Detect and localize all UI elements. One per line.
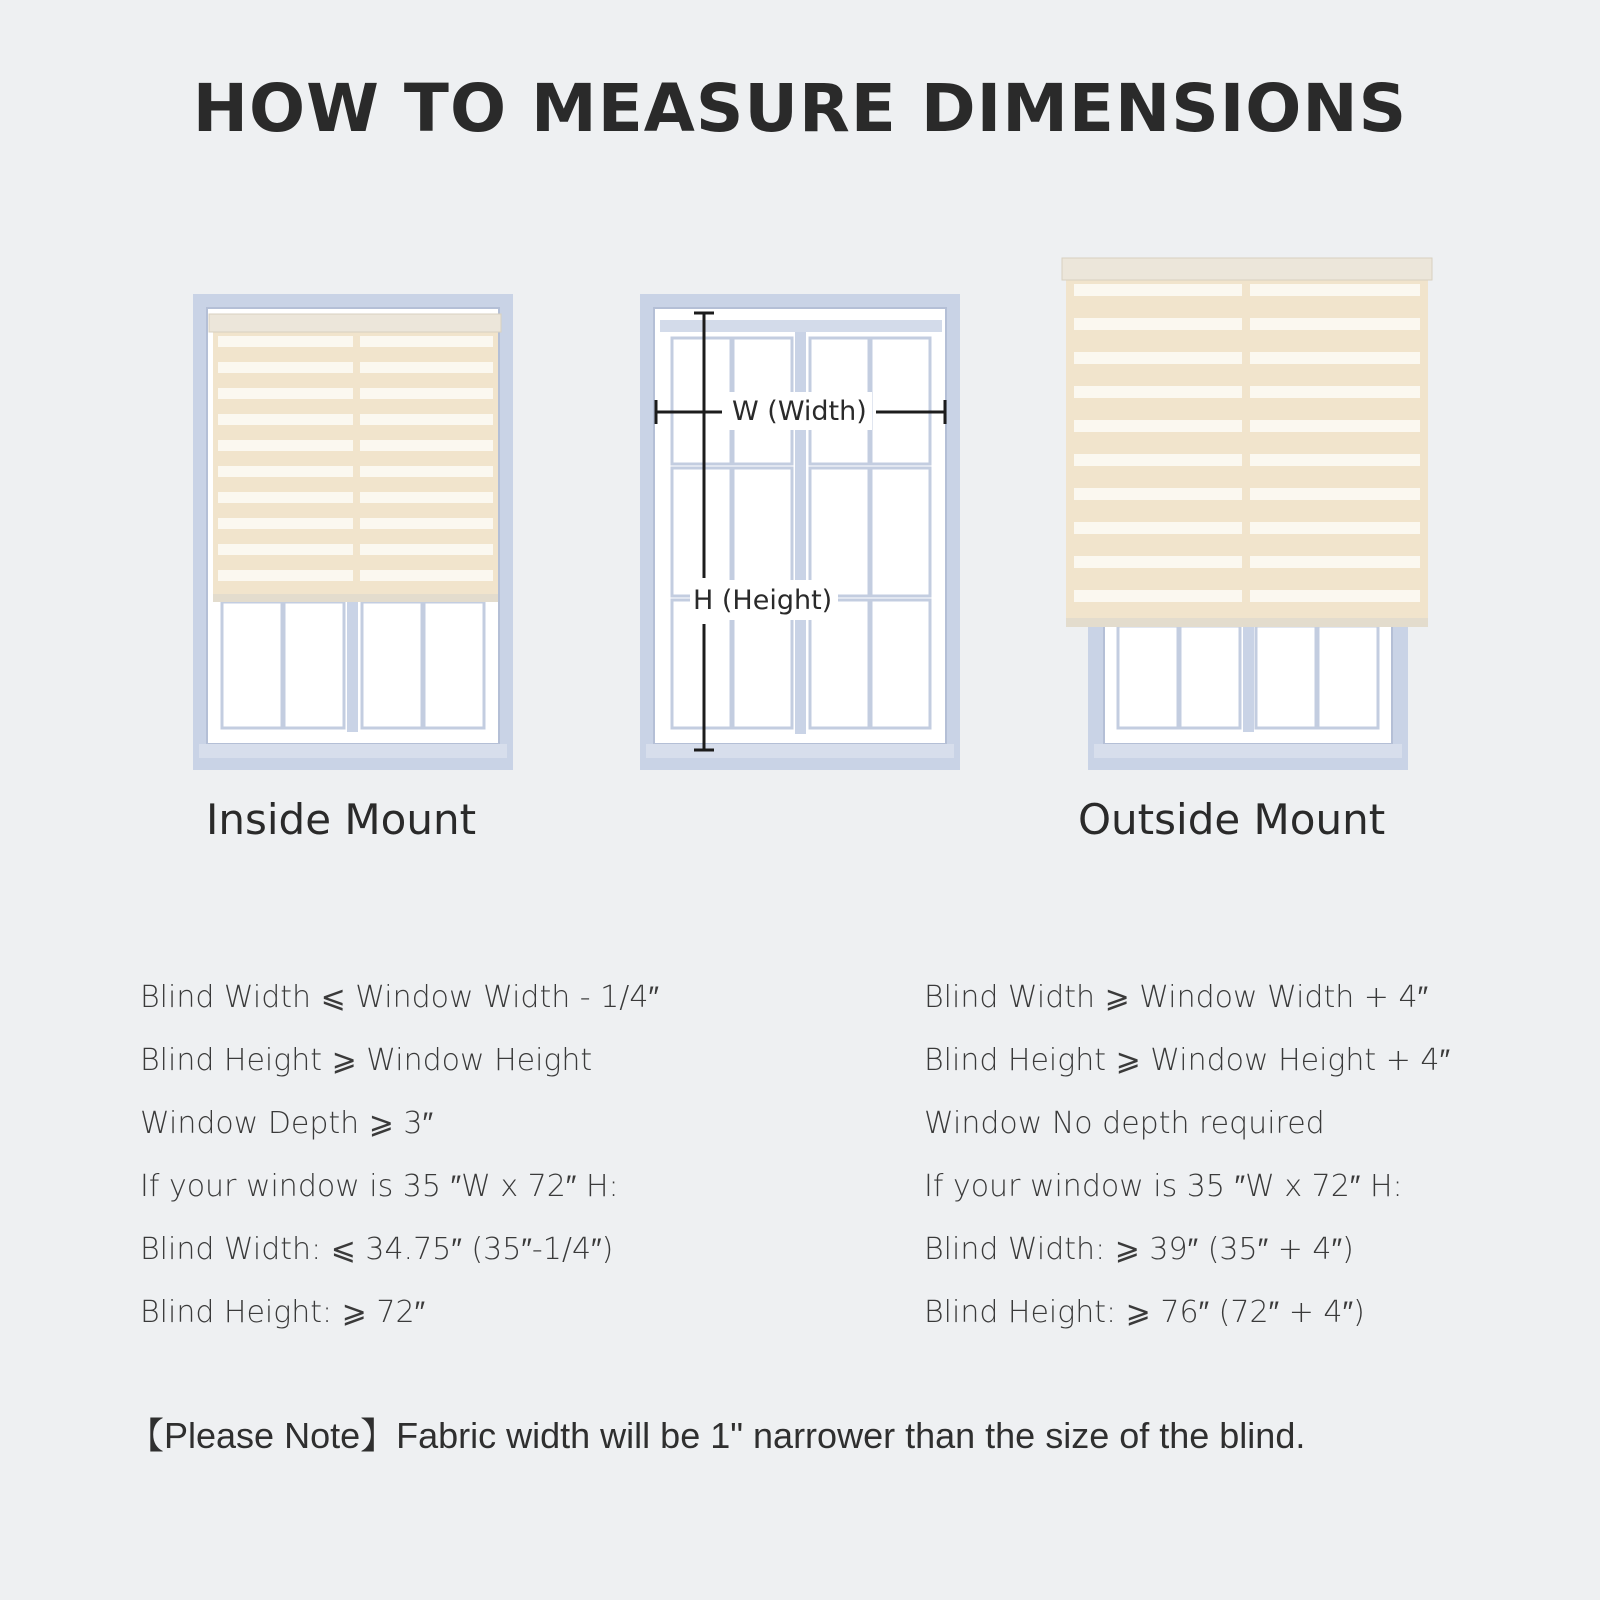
page-title: HOW TO MEASURE DIMENSIONS (192, 70, 1408, 147)
inside-mount-specs (140, 978, 659, 1356)
outside-mount-window (1062, 258, 1432, 770)
fabric-width-note: 【Please Note】Fabric width will be 1" narrower than the size of the blind. (128, 1415, 1306, 1456)
spec-line: Blind Width: ⩽ 34.75″ (35″-1/4″) (140, 1232, 614, 1267)
outside-blind-cassette (1062, 258, 1432, 280)
outside-mount-specs (924, 978, 1450, 1356)
inside-mount-window (193, 294, 513, 770)
outside-window-sill (1094, 744, 1402, 758)
measurement-window (640, 294, 960, 770)
center-window-sill (646, 744, 954, 758)
inside-mount-blind (209, 314, 501, 602)
inside-blind-bottom-rail (213, 594, 498, 602)
spec-line: If your window is 35 ″W x 72″ H: (924, 1169, 1403, 1204)
inside-window-sill (199, 744, 507, 758)
outside-mount-blind (1062, 258, 1432, 627)
inside-window-mullion (347, 600, 358, 732)
height-label: H (Height) (693, 585, 833, 616)
width-label: W (Width) (732, 396, 867, 427)
spec-line: Blind Height: ⩾ 72″ (140, 1295, 426, 1330)
outside-blind-bottom-rail (1066, 618, 1428, 627)
spec-line: Blind Height: ⩾ 76″ (72″ + 4″) (924, 1295, 1365, 1330)
outside-mount-label: Outside Mount (1078, 795, 1386, 844)
spec-line: Blind Height ⩾ Window Height (140, 1043, 593, 1078)
center-window-top-rail (660, 320, 942, 332)
inside-mount-label: Inside Mount (206, 795, 477, 844)
spec-line: Blind Width: ⩾ 39″ (35″ + 4″) (924, 1232, 1354, 1267)
spec-line: Window No depth required (924, 1106, 1325, 1141)
spec-line: Blind Width ⩾ Window Width + 4″ (924, 980, 1429, 1015)
spec-line: Blind Height ⩾ Window Height + 4″ (924, 1043, 1451, 1078)
inside-blind-cassette (209, 314, 501, 332)
outside-window-mullion (1243, 622, 1254, 732)
spec-line: Window Depth ⩾ 3″ (140, 1106, 434, 1141)
spec-line: Blind Width ⩽ Window Width - 1/4″ (140, 980, 660, 1015)
center-window-mullion (795, 320, 806, 734)
spec-line: If your window is 35 ″W x 72″ H: (140, 1169, 619, 1204)
